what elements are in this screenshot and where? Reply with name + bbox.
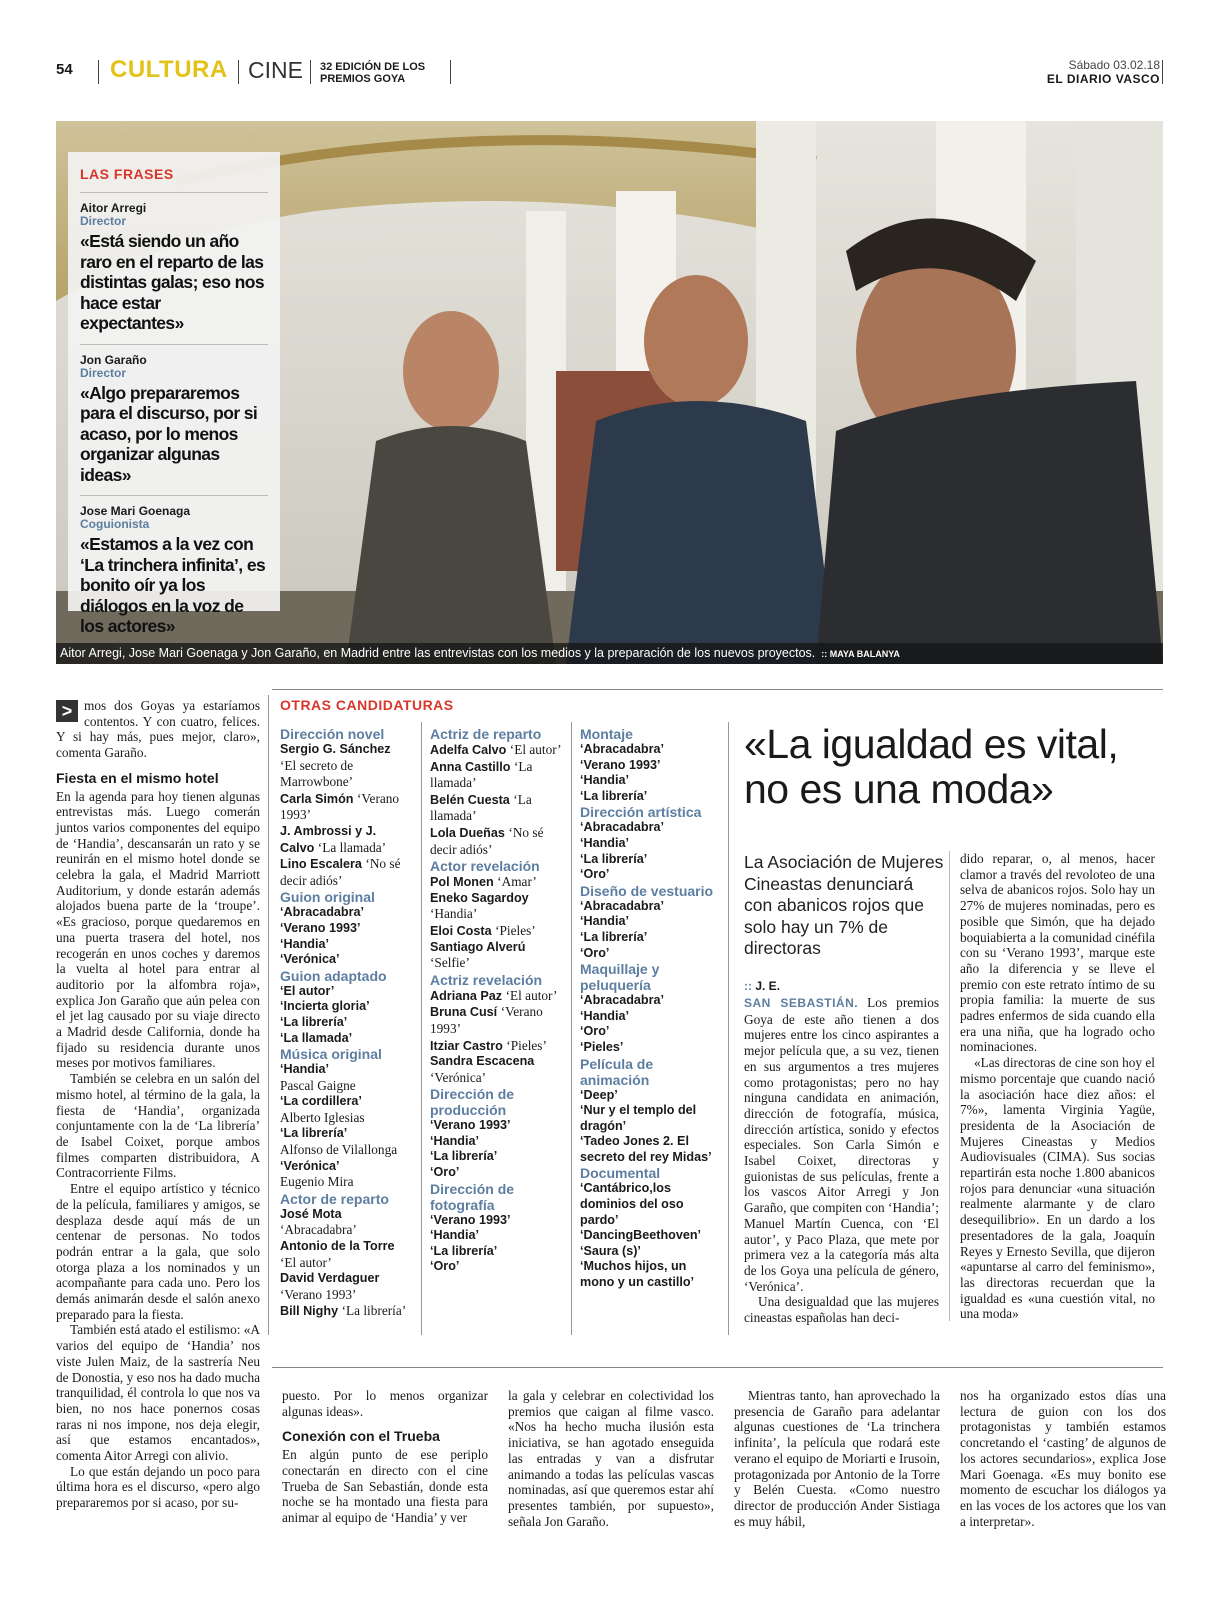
caption-text: Aitor Arregi, Jose Mari Goenaga y Jon Garaño, en Madrid entre las entrevistas con los medios y la preparación de los nuevos proyectos. [60, 646, 816, 660]
nominee-name: ‘Incierta gloria’ [280, 999, 370, 1014]
nominee-name: ‘Abracadabra’ [280, 905, 364, 920]
nominee-entry [430, 1213, 565, 1229]
nominee-entry [580, 820, 720, 836]
nominee-name: ‘Deep’ [580, 1087, 618, 1102]
category-heading: Guion original [280, 889, 375, 906]
nominee-entry [280, 905, 410, 921]
quote-text: «Estamos a la vez con ‘La trinchera infinita’, es bonito oír ya los diálogos en la voz de los actores» [80, 534, 266, 636]
nominee-name: ‘La llamada’ [280, 1030, 353, 1045]
paragraph: Lo que están dejando un poco para última hora es el discurso, «pero algo prepararemos por si acaso, por su- [56, 1463, 260, 1511]
nominee-entry [430, 1134, 565, 1150]
category-heading: Montaje [580, 726, 633, 742]
nominee-entry [430, 1038, 565, 1055]
nominee-name: Antonio de la Torre [280, 1239, 395, 1254]
nominee-film: ‘La llamada’ [430, 791, 532, 824]
nominee-film: ‘No sé decir adiós’ [430, 824, 544, 857]
bottom-column-5 [960, 1388, 1166, 1529]
nominee-entry [280, 1207, 410, 1239]
nominee-entry [580, 1040, 720, 1056]
bottom-column-3 [508, 1388, 714, 1529]
paragraph: También está atado el estilismo: «A varios del equipo de ‘Handia’ nos viste Julen Maiz, de la sastrería Neu de Donostia, y eso nos ha dado mucha tranquilidad, él controla lo que nos va bien, no nos hace ponernos cosas raras ni nos impone, nos deja elegir, así que estamos encantados», comenta Aitor Arregi con alivio. [56, 1322, 260, 1464]
nominee-name: Anna Castillo [430, 759, 511, 774]
header-divider [310, 60, 311, 84]
nominee-name: ‘Handia’ [430, 1228, 479, 1243]
nominee-name: ‘Cantábrico,los dominios del oso pardo’ [580, 1181, 684, 1227]
nominee-entry [430, 1118, 565, 1134]
photo-credit: :: MAYA BALANYA [821, 649, 900, 659]
nominee-entry [580, 742, 720, 758]
category-heading: Documental [580, 1165, 661, 1182]
paragraph: Entre el equipo artístico y técnico de la película, familiares y amigos, se desplaza desde aquí más de un centenar de personas. No todos podrán entrar a la gala, que solo otorga plaza a los nominados y un acompañante para cada uno. Pero los demás animarán desde el salón anexo preparado para la fiesta. [56, 1181, 260, 1322]
nominee-entry [280, 1126, 410, 1142]
photo-caption [56, 643, 1163, 664]
nominee-entry [580, 1181, 720, 1228]
byline [744, 979, 780, 993]
section-rule [272, 689, 1163, 690]
nominee-film: ‘El autor’ [505, 987, 558, 1003]
nominee-entry [430, 988, 565, 1005]
nominee-name: Santiago Alverú [430, 939, 526, 954]
nominee-name: ‘Handia’ [580, 914, 629, 929]
nominee-name: ‘Handia’ [280, 1062, 329, 1077]
quote-text: «Algo prepararemos para el discurso, por si acaso, por lo menos organizar algunas ideas» [80, 382, 258, 485]
nominee-entry [430, 874, 565, 891]
nominee-entry [280, 1062, 410, 1078]
header-divider [450, 60, 451, 84]
nominee-entry [430, 1165, 565, 1181]
subheading: Fiesta en el mismo hotel [56, 769, 219, 786]
nominee-name: ‘Verónica’ [280, 1158, 340, 1173]
nominee-entry [280, 1239, 410, 1271]
nominee-name: ‘Oro’ [430, 1165, 460, 1180]
paragraph: dido reparar, o, al menos, hacer clamor a través del revoloteo de una selva de abanicos rojos. Solo hay un 27% de mujeres nominadas, pero es posible que Simón, que ha dejado boquiabierta a la comunidad cinéfila con su ‘Verano 1993’, marque este año la diferencia y se lleve el premio con este retrato íntimo de su propia familia: la muerte de sus padres enfermos de sida cuando ella era una niña, que ha logrado ocho nominaciones. [960, 851, 1155, 1055]
nominee-film: ‘Verónica’ [430, 1069, 487, 1085]
paragraph: «Las directoras de cine son hoy el mismo porcentaje que cuando nació la asociación hace diez años: el 7%», lamenta Virginia Yagüe, presidenta de la Asociación de Mujeres Cineastas y Medios Audiovisuales (CIMA). Sus socias repartirán esta noche 1.800 abanicos rojos para denunciar «una situación realmente alarmante y de claro desequilibrio». En un dardo a los presentadores de la gala, Joaquín Reyes y Ernesto Sevilla, que dijeron «apuntarse al carro del feminismo», las directoras recuerdan que la igualdad es «una cuestión vital, no una moda» [960, 1055, 1155, 1322]
nominee-entry [580, 899, 720, 915]
paragraph: En la agenda para hoy tienen algunas entrevistas más. Luego comerán juntos varios componentes del equipo de ‘Handia’, descansarán un rato y se reunirán en el mismo hotel donde se celebra la gala, el Madrid Marriott Auditorium, y donde estarán además alojados buena parte de la ‘troupe’. «Es gracioso, porque quedaremos en una puerta trasera del hotel, nos recogerán en unos coches y daremos la vuelta al hotel para entrar al auditorio por la alfombra roja», explica Jon Garaño que aún pelea con el jet lag causado por su viaje directo a Madrid desde California, donde ha fijado su residencia durante unos meses por motivos familiares. [56, 788, 260, 1071]
nominee-film: ‘El autor’ [509, 742, 562, 757]
nominee-film: Alfonso de Vilallonga [280, 1142, 398, 1158]
nominee-name: ‘Abracadabra’ [580, 820, 664, 835]
continuation-arrow-icon: > [56, 700, 78, 722]
nominee-name: ‘Handia’ [580, 1008, 629, 1023]
nominee-name: ‘Abracadabra’ [580, 898, 664, 913]
nominee-name: ‘El autor’ [280, 983, 335, 998]
nominee-film: ‘Verano 1993’ [280, 790, 400, 823]
quote-item [80, 353, 268, 486]
nominee-film: ‘El autor’ [280, 1254, 332, 1270]
nominee-entry [580, 1259, 720, 1290]
paragraph-text: Los premios Goya de este año tienen a dos mujeres entre los cinco aspirantes a mejor película que, a su vez, tienen en sus argumentos a tres mujeres como protagonistas; pero no hay ninguna candidata en animación, dirección de fotografía, música, dirección artística, sonido y efectos especiales. Son Carla Simón e Isabel Coixet, directoras y guionistas de sus películas, frente a los vascos Aitor Arregi y Jon Garaño, que compiten con ‘Handia’; Manuel Martín Cuenca, con ‘El autor’, y Paco Plaza, que mete por primera vez a la categoría más alta de los Goya una película de género, ‘Verónica’. [744, 995, 940, 1294]
nominee-entry [280, 1015, 410, 1031]
category-heading: Actriz revelación [430, 971, 543, 988]
nominee-film: ‘Selfie’ [430, 955, 470, 971]
candidaturas-column-2 [430, 726, 565, 1275]
nominee-entry [280, 921, 410, 937]
nominee-film: ‘La llamada’ [317, 839, 387, 855]
left-column [56, 698, 260, 1511]
paragraph: nos ha organizado estos días una lectura de guion con los dos protagonistas y también estamos concretando el ‘casting’ de algunos de los actores secundarios», explica Jose Mari Goenaga. «Es muy bonito ese momento de escuchar los diálogos ya en las voces de los actores que los van a interpretar». [960, 1388, 1166, 1529]
nominee-entry [580, 758, 720, 774]
edition-label: 32 EDICIÓN DE LOS PREMIOS GOYA [320, 61, 426, 85]
candidaturas-column-3 [580, 726, 720, 1291]
dateline: SAN SEBASTIÁN. [744, 996, 859, 1010]
paragraph [744, 995, 939, 1294]
nominee-name: ‘La cordillera’ [280, 1094, 362, 1109]
nominee-entry [580, 867, 720, 883]
category-heading: Actor de reparto [280, 1190, 389, 1207]
nominee-name: ‘Handia’ [280, 936, 329, 951]
nominee-film: ‘No sé decir adiós’ [280, 856, 401, 888]
nominee-name: ‘Oro’ [430, 1259, 460, 1274]
quotes-title: LAS FRASES [80, 166, 174, 182]
nominee-name: ‘Nur y el templo del dragón’ [580, 1103, 697, 1133]
nominee-entry [580, 1103, 720, 1134]
nominee-name: ‘Handia’ [430, 1133, 479, 1148]
nominee-name: ‘Pieles’ [580, 1039, 624, 1054]
nominee-film: Eugenio Mira [280, 1174, 354, 1190]
nominee-entry [580, 1024, 720, 1040]
nominee-name: ‘Verano 1993’ [430, 1118, 511, 1133]
nominee-name: J. Ambrossi y J. Calvo [280, 823, 377, 855]
nominee-name: David Verdaguer [280, 1271, 380, 1286]
nominee-film: ‘Abracadabra’ [280, 1222, 357, 1238]
quote-role: Coguionista [80, 517, 150, 531]
nominee-entry [280, 1110, 410, 1127]
category-heading: Dirección de fotografía [430, 1180, 515, 1213]
nominee-name: ‘Verónica’ [280, 952, 340, 967]
quote-divider [80, 495, 268, 496]
nominee-film: Pascal Gaigne [280, 1077, 356, 1093]
nominee-entry [580, 946, 720, 962]
nominee-name: ‘Abracadabra’ [580, 742, 664, 756]
nominee-entry [430, 1228, 565, 1244]
bottom-column-2 [282, 1388, 488, 1526]
nominee-entry [580, 789, 720, 805]
subheading: Conexión con el Trueba [282, 1428, 440, 1445]
nominee-name: ‘Verano 1993’ [280, 920, 361, 935]
nominee-entry [280, 1271, 410, 1303]
header-divider [1162, 60, 1163, 84]
nominee-entry [430, 1149, 565, 1165]
nominee-name: Lino Escalera [280, 857, 362, 872]
article-column-2 [960, 851, 1155, 1322]
paragraph: En algún punto de ese periplo conectarán en directo con el cine Trueba de San Sebastián, donde esta noche se ha montado una fiesta para animar al equipo de ‘Handia’ y ver [282, 1447, 488, 1525]
quote-text: «Está siendo un año raro en el reparto de las distintas galas; eso nos hace estar expectantes» [80, 231, 264, 333]
column-divider [421, 722, 422, 1335]
nominee-entry [430, 792, 565, 825]
nominee-film: ‘La llamada’ [430, 758, 533, 791]
article-column-1 [744, 995, 939, 1326]
nominee-entry [430, 1259, 565, 1275]
nominee-name: Sergio G. Sánchez [280, 742, 391, 756]
category-heading: Diseño de vestuario [580, 882, 714, 899]
nominee-entry [280, 742, 410, 791]
nominee-entry [280, 791, 410, 824]
nominee-name: ‘Verano 1993’ [430, 1212, 511, 1227]
nominee-name: Lola Dueñas [430, 825, 505, 840]
nominee-entry [580, 1088, 720, 1104]
nominee-name: ‘La librería’ [280, 1014, 348, 1029]
nominee-entry [580, 1009, 720, 1025]
nominee-entry [280, 1159, 410, 1175]
category-heading: Actor revelación [430, 858, 540, 875]
nominee-entry [280, 856, 410, 889]
nominee-entry [280, 824, 410, 856]
nominee-entry [280, 984, 410, 1000]
nominee-entry [280, 1094, 410, 1110]
nominee-name: ‘La librería’ [580, 929, 648, 944]
nominee-name: José Mota [280, 1206, 342, 1221]
nominee-name: ‘Muchos hijos, un mono y un castillo’ [580, 1259, 695, 1290]
nominee-name: ‘Oro’ [580, 867, 610, 882]
byline-author: J. E. [755, 979, 781, 993]
nominee-film: ‘Amar’ [497, 874, 537, 890]
paragraph: la gala y celebrar en colectividad los premios que caigan al filme vasco. «Nos ha hecho mucha ilusión esta iniciativa, se han agotado enseguida las entradas y van a disfrutar animando a todas las películas vascas nominadas, así que queremos estar ahí presentes también, por supuesto», señala Jon Garaño. [508, 1388, 714, 1529]
nominee-entry [580, 914, 720, 930]
paragraph: Una desigualdad que las mujeres cineastas españolas han deci- [744, 1294, 939, 1326]
candidaturas-title: OTRAS CANDIDATURAS [280, 697, 454, 713]
nominee-entry [430, 742, 565, 759]
nominee-name: Eloi Costa [430, 923, 492, 938]
nominee-name: ‘La librería’ [430, 1149, 498, 1164]
nominee-entry [430, 1004, 565, 1037]
nominee-name: Bill Nighy [280, 1304, 339, 1319]
nominee-name: Eneko Sagardoy [430, 890, 529, 905]
nominee-film: ‘Pieles’ [495, 922, 536, 938]
section-rule [272, 1367, 1163, 1368]
nominee-name: ‘Handia’ [580, 835, 629, 850]
nominee-name: ‘DancingBeethoven’ [580, 1228, 702, 1243]
nominee-entry [280, 1078, 410, 1095]
nominee-entry [580, 993, 720, 1009]
quote-item [80, 201, 268, 334]
nominee-name: ‘Abracadabra’ [580, 993, 664, 1008]
nominee-entry [580, 1244, 720, 1260]
nominee-name: Belén Cuesta [430, 792, 510, 807]
quote-author: Aitor Arregi [80, 201, 147, 215]
subsection-name: CINE [248, 57, 303, 83]
nominee-name: ‘Handia’ [580, 773, 629, 788]
quote-divider [80, 192, 268, 193]
nominee-name: Adelfa Calvo [430, 743, 507, 757]
nominee-film: ‘La librería’ [341, 1303, 407, 1319]
nominee-entry [280, 1031, 410, 1047]
nominee-entry [430, 923, 565, 940]
byline-marker: :: [744, 979, 752, 993]
nominee-name: Sandra Escacena [430, 1054, 535, 1069]
nominee-film: ‘Verano 1993’ [430, 1004, 543, 1036]
section-name: CULTURA [110, 56, 228, 83]
nominee-name: ‘Oro’ [580, 945, 610, 960]
category-heading: Dirección novel [280, 726, 385, 742]
nominee-name: ‘Oro’ [580, 1024, 610, 1039]
paragraph: mos dos Goyas ya estaríamos contentos. Y con cuatro, felices. Y si hay más, pues mejor, claro», comenta Garaño. [56, 698, 260, 761]
nominee-name: Adriana Paz [430, 988, 503, 1003]
quote-divider [80, 344, 268, 345]
category-heading: Maquillaje y peluquería [580, 961, 660, 994]
article-subhead: La Asociación de Mujeres Cineastas denunciará con abanicos rojos que solo hay un 7% de directoras [744, 852, 944, 958]
nominee-name: Pol Monen [430, 875, 494, 890]
nominee-entry [280, 1142, 410, 1159]
nominee-entry [430, 1244, 565, 1260]
candidaturas-column-1 [280, 726, 410, 1320]
newspaper-name: EL DIARIO VASCO [1046, 72, 1160, 86]
page-number: 54 [56, 61, 73, 78]
quote-item [80, 504, 268, 637]
nominee-entry [280, 1174, 410, 1191]
nominee-name: ‘Verano 1993’ [580, 757, 661, 772]
nominee-entry [430, 825, 565, 858]
column-divider [949, 851, 950, 1321]
quote-role: Director [80, 365, 127, 380]
nominee-name: ‘Tadeo Jones 2. El secreto del rey Midas’ [580, 1134, 712, 1164]
nominee-name: Bruna Cusí [430, 1005, 498, 1020]
nominee-entry [280, 1303, 410, 1320]
category-heading: Dirección artística [580, 804, 702, 821]
category-heading: Película de animación [580, 1055, 654, 1088]
quote-author: Jon Garaño [80, 352, 147, 367]
nominee-film: Alberto Iglesias [280, 1109, 365, 1125]
nominee-entry [580, 773, 720, 789]
nominee-name: Carla Simón [280, 791, 354, 806]
nominee-name: Itziar Castro [430, 1038, 503, 1053]
nominee-film: ‘Verano 1993’ [280, 1286, 357, 1302]
quote-role: Director [80, 214, 127, 228]
nominee-film: ‘Pieles’ [506, 1037, 547, 1053]
nominee-entry [580, 852, 720, 868]
nominee-entry [430, 940, 565, 972]
nominee-name: ‘Saura (s)’ [580, 1243, 641, 1258]
nominee-entry [430, 1054, 565, 1086]
header-divider [238, 60, 239, 84]
quote-author: Jose Mari Goenaga [80, 504, 191, 518]
paragraph: puesto. Por lo menos organizar algunas ideas». [282, 1388, 488, 1419]
nominee-name: ‘La librería’ [580, 788, 648, 803]
nominee-entry [430, 891, 565, 923]
nominee-entry [580, 1134, 720, 1165]
column-divider [728, 722, 729, 1335]
nominee-name: ‘La librería’ [280, 1126, 348, 1141]
nominee-name: ‘La librería’ [580, 851, 648, 866]
nominee-entry [280, 999, 410, 1015]
nominee-film: ‘Handia’ [430, 906, 478, 922]
category-heading: Música original [280, 1046, 382, 1063]
nominee-entry [580, 1228, 720, 1244]
nominee-entry [280, 937, 410, 953]
category-heading: Guion adaptado [280, 967, 387, 984]
bottom-column-4 [734, 1388, 940, 1529]
category-heading: Actriz de reparto [430, 726, 542, 742]
article-headline: «La igualdad es vital, no es una moda» [744, 721, 1119, 812]
column-divider [571, 722, 572, 1335]
issue-date: Sábado 03.02.18 [1068, 58, 1160, 72]
category-heading: Dirección de producción [430, 1086, 515, 1119]
nominee-entry [580, 836, 720, 852]
nominee-name: ‘La librería’ [430, 1243, 498, 1258]
nominee-entry [430, 759, 565, 792]
nominee-entry [280, 952, 410, 968]
column-divider [268, 695, 269, 1335]
header-divider [98, 60, 99, 84]
nominee-film: ‘El secreto de Marrowbone’ [280, 757, 354, 790]
paragraph: Mientras tanto, han aprovechado la presencia de Garaño para adelantar algunas cuestiones de ‘La trinchera infinita’, la película que rodará este verano el equipo de Moriarti e Irusoin, protagonizada por Antonio de la Torre y Belén Cuesta. «Como nuestro director de producción Ander Sistiaga es muy hábil, [734, 1388, 940, 1529]
quotes-box [68, 152, 280, 636]
nominee-entry [580, 930, 720, 946]
paragraph: También se celebra en un salón del mismo hotel, al término de la gala, la fiesta de ‘Handia’, organizada conjuntamente con la de ‘La librería’ de Isabel Coixet, porque ambos filmes comparten distribuidora, A Contracorriente Films. [56, 1071, 260, 1181]
